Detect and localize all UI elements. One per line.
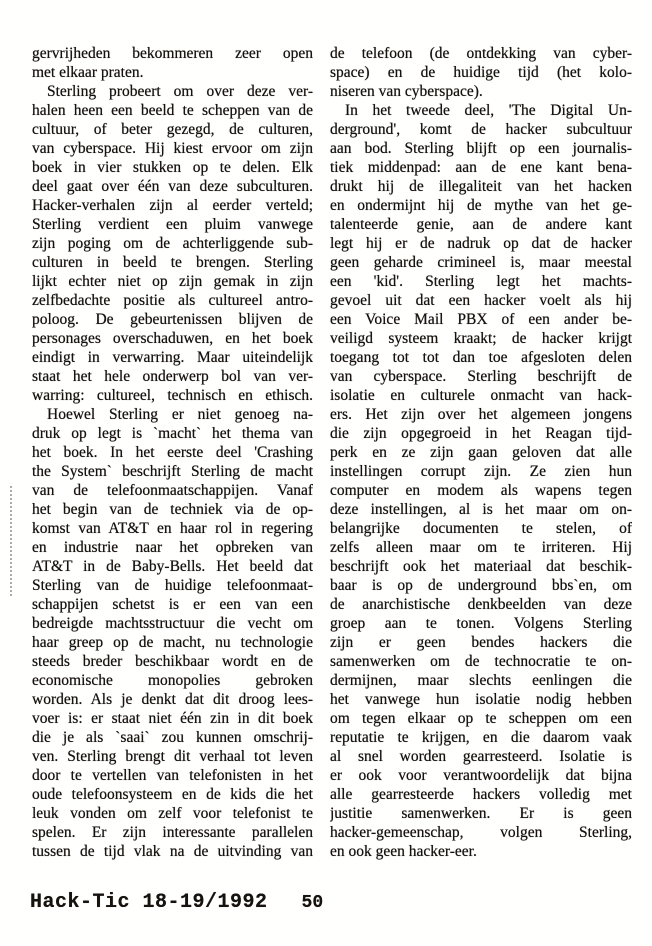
journal-issue-label: Hack-Tic 18-19/1992 — [30, 891, 268, 914]
text-line: een Voice Mail PBX of een ander be- — [330, 311, 632, 328]
text-line: halen heen een beeld te scheppen van de — [32, 102, 313, 119]
text-line: die je als `saai` zou kunnen omschrij- — [32, 729, 313, 746]
text-line: derground', komt de hacker subcultuur — [330, 121, 632, 138]
text-line: niseren van cyberspace). — [330, 83, 483, 100]
text-line: dermijnen, maar slechts eenlingen die — [330, 672, 632, 689]
text-line: het vanwege hun isolatie nodig hebben — [330, 691, 632, 708]
text-line: het begin van de techniek via de op- — [32, 501, 313, 518]
text-line: baar is op de underground bbs`en, om — [330, 577, 632, 594]
text-line: computer en modem als wapens tegen — [330, 482, 632, 499]
text-line: boek in vier stukken op te delen. Elk — [32, 159, 313, 176]
text-line: al snel worden gearresteerd. Isolatie is — [330, 748, 632, 765]
text-line: zijn poging om de achterliggende sub- — [32, 235, 313, 252]
text-line: AT&T in de Baby-Bells. Het beeld dat — [32, 558, 313, 575]
text-line: ven. Sterling brengt dit verhaal tot leven — [32, 748, 313, 765]
text-line: legt hij er de nadruk op dat de hacker — [330, 235, 632, 252]
text-line: zelfbedachte positie als cultureel antro- — [32, 292, 313, 309]
text-line: voer is: er staat niet één zin in dit boek — [32, 710, 313, 727]
text-line: samenwerken om de technocratie te on- — [330, 653, 632, 670]
text-line: tiek middenpad: aan de ene kant bena- — [330, 159, 632, 176]
text-line: van cyberspace. Hij kiest ervoor om zijn — [32, 140, 313, 157]
text-line: om tegen elkaar op te scheppen om een — [330, 710, 632, 727]
text-line: gevoel uit dat een hacker voelt als hij — [330, 292, 632, 309]
text-line: een 'kid'. Sterling legt het machts- — [330, 273, 632, 290]
text-line: space) en de huidige tijd (het kolo- — [330, 64, 632, 81]
text-column-left — [32, 44, 313, 861]
text-line: gervrijheden bekommeren zeer open — [32, 45, 313, 62]
text-line: tussen de tijd vlak na de uitvinding van — [32, 843, 313, 860]
text-line: perk en ze zijn gaan geloven dat alle — [330, 444, 632, 461]
text-line: the System` beschrijft Sterling de macht — [32, 463, 313, 480]
text-line: het boek. In het eerste deel 'Crashing — [32, 444, 313, 461]
text-line: zijn er geen bendes hackers die — [330, 634, 632, 651]
text-line: en industrie naar het opbreken van — [32, 539, 313, 556]
text-line: Sterling probeert om over deze ver- — [47, 83, 313, 100]
page-footer — [30, 891, 323, 914]
text-line: culturen in beeld te brengen. Sterling — [32, 254, 313, 271]
text-line: met elkaar praten. — [32, 64, 144, 81]
text-line: Hoewel Sterling er niet genoeg na- — [47, 406, 313, 423]
text-line: druk op legt is `macht` het thema van — [32, 425, 313, 442]
text-line: en ook geen hacker-eer. — [330, 843, 477, 860]
text-line: schappijen schetst is er een van een — [32, 596, 313, 613]
text-line: drukt hij de illegaliteit van het hacken — [330, 178, 632, 195]
text-line: leuk vonden om zelf voor telefonist te — [32, 805, 313, 822]
text-line: hacker-gemeenschap, volgen Sterling, — [330, 824, 632, 841]
text-line: worden. Als je denkt dat dit droog lees- — [32, 691, 313, 708]
text-line: toegang tot tot dan toe afgesloten delen — [330, 349, 632, 366]
text-line: bedreigde machtsstructuur die vecht om — [32, 615, 313, 632]
text-line: haar greep op de macht, nu technologie — [32, 634, 313, 651]
text-line: isolatie en culturele onmacht van hack- — [330, 387, 632, 404]
text-line: steeds breder beschikbaar wordt en de — [32, 653, 313, 670]
text-line: deze instellingen, al is het maar om on- — [330, 501, 632, 518]
text-line: reputatie te krijgen, en die daarom vaak — [330, 729, 632, 746]
text-line: alle gearresteerde hackers volledig met — [330, 786, 632, 803]
text-line: er ook voor verantwoordelijk dat bijna — [330, 767, 632, 784]
text-line: van cyberspace. Sterling beschrijft de — [330, 368, 632, 385]
text-line: cultuur, of beter gezegd, de culturen, — [32, 121, 313, 138]
text-line: staat het hele onderwerp bol van ver- — [32, 368, 313, 385]
text-line: ers. Het zijn over het algemeen jongens — [330, 406, 632, 423]
text-line: eindigt in verwarring. Maar uiteindelijk — [32, 349, 313, 366]
text-line: Hacker-verhalen zijn al eerder verteld; — [32, 197, 313, 214]
text-line: beschrijft ook het materiaal dat beschik- — [330, 558, 632, 575]
text-line: instellingen corrupt zijn. Ze zien hun — [330, 463, 632, 480]
text-line: In het tweede deel, 'The Digital Un- — [345, 102, 632, 119]
text-line: deel gaat over één van deze subculturen. — [32, 178, 313, 195]
text-line: belangrijke documenten te stelen, of — [330, 520, 632, 537]
scan-artifact — [10, 486, 12, 596]
text-line: de anarchistische denkbeelden van deze — [330, 596, 632, 613]
text-line: zelfs alleen maar om te irriteren. Hij — [330, 539, 632, 556]
text-line: warring: cultureel, technisch en ethisch. — [32, 387, 313, 404]
text-line: en ondermijnt hij de mythe van het ge- — [330, 197, 632, 214]
text-line: van de telefoonmaatschappijen. Vanaf — [32, 482, 313, 499]
text-line: de telefoon (de ontdekking van cyber- — [330, 45, 632, 62]
text-line: veiligd systeem kraakt; de hacker krijgt — [330, 330, 632, 347]
text-line: door te vertellen van telefonisten in het — [32, 767, 313, 784]
text-line: oude telefoonsysteem en de kids die het — [32, 786, 313, 803]
text-line: personages overschaduwen, en het boek — [32, 330, 313, 347]
text-line: spelen. Er zijn interessante parallelen — [32, 824, 313, 841]
page-number: 50 — [301, 893, 324, 913]
text-line: poloog. De gebeurtenissen blijven de — [32, 311, 313, 328]
text-line: Sterling verdient een pluim vanwege — [32, 216, 313, 233]
text-line: die zijn opgegroeid in het Reagan tijd- — [330, 425, 632, 442]
text-column-right — [330, 44, 632, 861]
text-line: lijkt echter niet op zijn gemak in zijn — [32, 273, 313, 290]
text-line: aan bod. Sterling blijft op een journalis- — [330, 140, 632, 157]
text-line: economische monopolies gebroken — [32, 672, 313, 689]
text-line: groep aan te tonen. Volgens Sterling — [330, 615, 632, 632]
text-line: komst van AT&T en haar rol in regering — [32, 520, 313, 537]
text-line: justitie samenwerken. Er is geen — [330, 805, 632, 822]
text-line: geen geharde crimineel is, maar meestal — [330, 254, 632, 271]
text-line: talenteerde genie, aan de andere kant — [330, 216, 632, 233]
text-line: Sterling van de huidige telefoonmaat- — [32, 577, 313, 594]
